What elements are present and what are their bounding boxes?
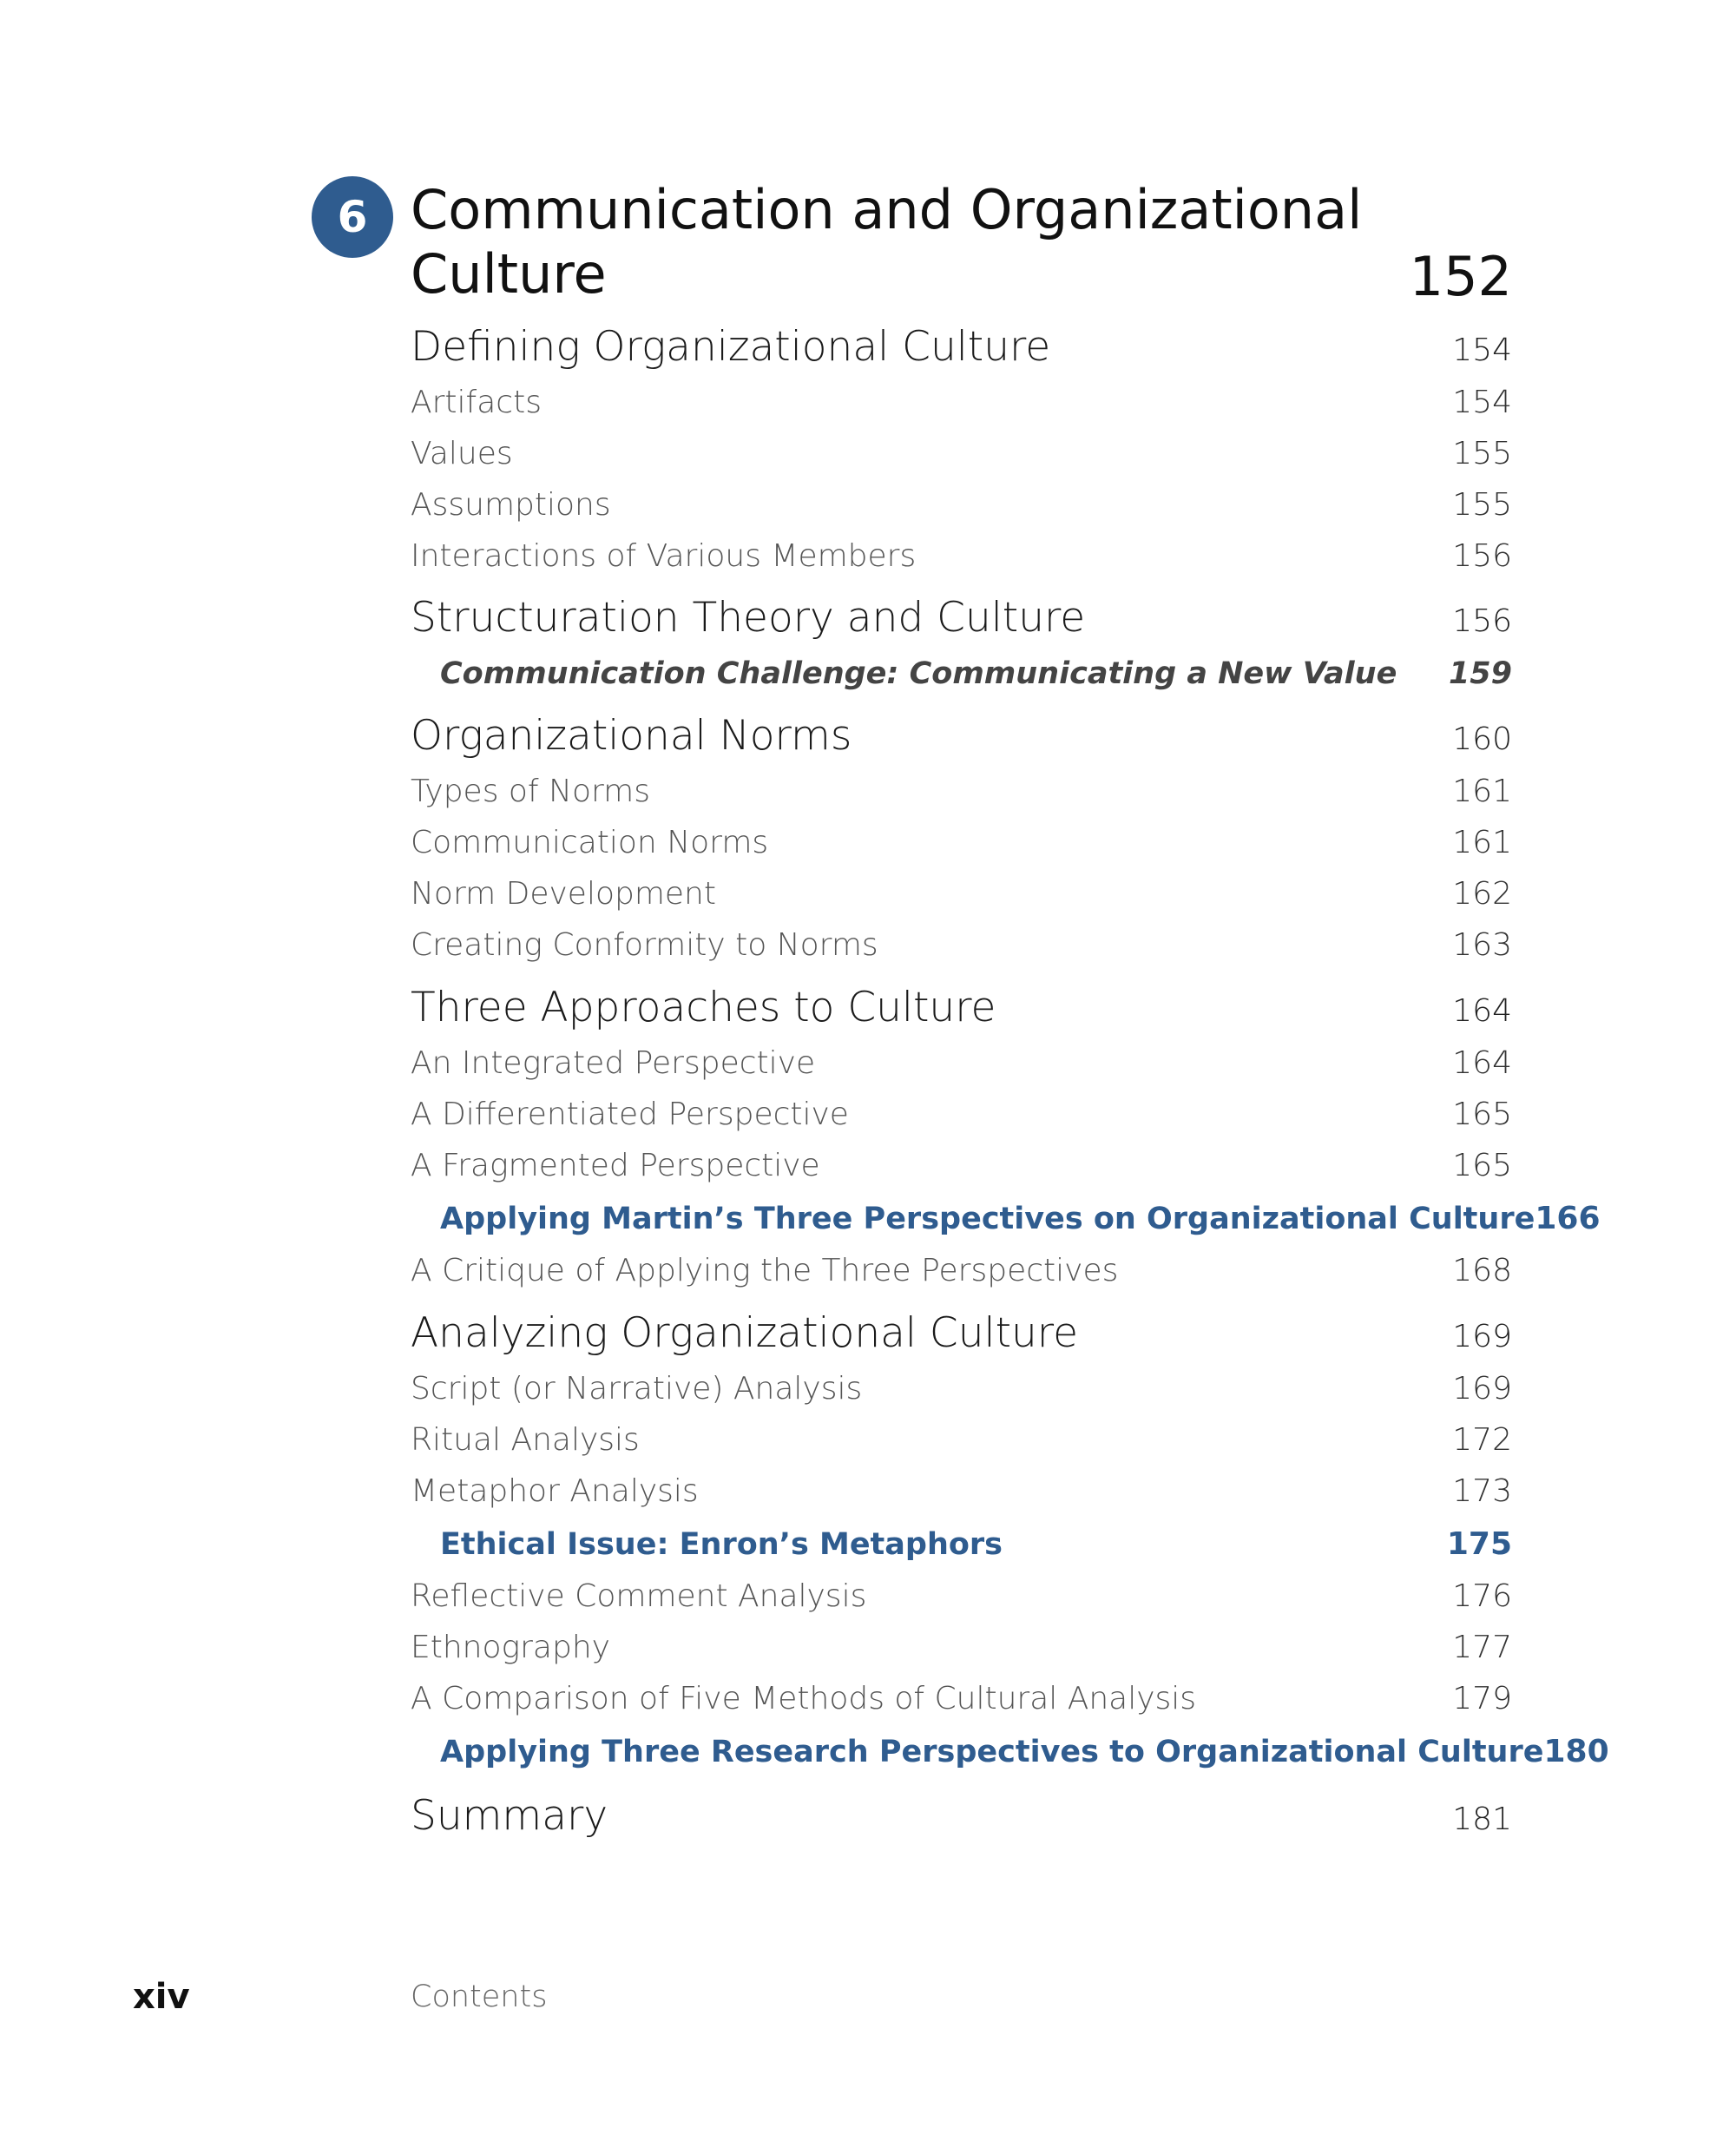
toc-entry-page: 165 [1452,1097,1512,1132]
toc-entry-label: Communication Challenge: Communicating a New Value [440,656,1397,691]
toc-entry-applying-three-research-perspectives[interactable] [411,1734,1609,1769]
toc-entry-integrated-perspective[interactable] [411,1045,1512,1081]
toc-entry-reflective-comment-analysis[interactable] [411,1578,1512,1614]
toc-entry-metaphor-analysis[interactable] [411,1473,1512,1509]
toc-entry-label: Summary [411,1792,608,1840]
toc-entry-label: An Integrated Perspective [411,1045,816,1081]
toc-entry-page: 172 [1452,1422,1512,1458]
toc-entry-label: Metaphor Analysis [411,1473,699,1509]
toc-entry-page: 154 [1452,333,1512,368]
toc-entry-label: Structuration Theory and Culture [411,594,1086,642]
toc-entry-communication-norms[interactable] [411,825,1512,860]
toc-entry-page: 156 [1452,603,1512,639]
toc-entry-page: 165 [1452,1148,1512,1183]
toc-entry-structuration-theory[interactable] [411,594,1512,642]
toc-entry-label: Ethical Issue: Enron’s Metaphors [440,1527,1003,1562]
toc-entry-label: A Differentiated Perspective [411,1097,849,1132]
toc-entry-page: 169 [1452,1371,1512,1406]
toc-entry-page: 164 [1452,993,1512,1029]
toc-entry-page: 169 [1452,1319,1512,1354]
toc-entry-communication-challenge[interactable] [411,656,1512,691]
toc-entry-page: 180 [1543,1734,1609,1769]
toc-entry-label: Types of Norms [411,774,650,809]
toc-entry-ethical-issue-enron[interactable] [411,1526,1512,1562]
toc-entry-page: 163 [1452,927,1512,963]
toc-entry-label: Analyzing Organizational Culture [411,1309,1079,1357]
toc-entry-label: Creating Conformity to Norms [411,927,878,963]
chapter-title-line1: Communication and Organizational [411,178,1363,241]
toc-entry-label: Ethnography [411,1630,610,1665]
toc-entry-page: 173 [1452,1473,1512,1509]
chapter-number-badge: 6 [312,176,393,258]
toc-entry-page: 177 [1452,1630,1512,1665]
chapter-page-number: 152 [1409,245,1512,308]
toc-entry-comparison-five-methods[interactable] [411,1681,1512,1716]
toc-entry-analyzing-organizational-culture[interactable] [411,1309,1512,1357]
toc-entry-page: 154 [1452,385,1512,420]
toc-entry-organizational-norms[interactable] [411,712,1512,760]
toc-entry-differentiated-perspective[interactable] [411,1097,1512,1132]
toc-entry-label: Interactions of Various Members [411,538,917,574]
toc-entry-fragmented-perspective[interactable] [411,1148,1512,1183]
toc-entry-page: 164 [1452,1045,1512,1081]
toc-entry-page: 181 [1452,1802,1512,1837]
toc-entry-label: Applying Martin’s Three Perspectives on Organizational Culture [440,1202,1535,1236]
toc-entry-interactions-of-various-members[interactable] [411,538,1512,574]
toc-entry-page: 155 [1452,487,1512,523]
toc-entry-types-of-norms[interactable] [411,774,1512,809]
toc-entry-label: Norm Development [411,876,716,912]
toc-entry-label: A Comparison of Five Methods of Cultural Analysis [411,1681,1197,1716]
toc-entry-label: Defining Organizational Culture [411,323,1051,371]
toc-entry-page: 162 [1452,876,1512,912]
toc-entry-creating-conformity[interactable] [411,927,1512,963]
toc-entry-label: A Critique of Applying the Three Perspectives [411,1253,1119,1288]
toc-entry-label: Ritual Analysis [411,1422,640,1458]
toc-entry-page: 161 [1452,774,1512,809]
toc-entry-page: 155 [1452,436,1512,471]
toc-entry-ethnography[interactable] [411,1630,1512,1665]
toc-entry-critique-three-perspectives[interactable] [411,1253,1512,1288]
toc-entry-defining-organizational-culture[interactable] [411,323,1512,371]
toc-entry-ritual-analysis[interactable] [411,1422,1512,1458]
chapter-title [411,178,1365,306]
toc-entry-label: Script (or Narrative) Analysis [411,1371,863,1406]
toc-entry-label: Artifacts [411,385,542,420]
toc-entry-page: 175 [1446,1526,1512,1562]
chapter-title-line2: Culture [411,242,607,306]
toc-entry-label: Reflective Comment Analysis [411,1578,867,1614]
toc-entry-label: A Fragmented Perspective [411,1148,820,1183]
toc-entry-label: Communication Norms [411,825,769,860]
toc-entry-page: 166 [1535,1201,1601,1236]
toc-entry-three-approaches[interactable] [411,984,1512,1031]
toc-entry-page: 156 [1452,538,1512,574]
toc-entry-assumptions[interactable] [411,487,1512,523]
toc-entry-label: Three Approaches to Culture [411,984,996,1031]
toc-entry-script-analysis[interactable] [411,1371,1512,1406]
toc-entry-page: 168 [1452,1253,1512,1288]
toc-entry-page: 161 [1452,825,1512,860]
toc-entry-label: Organizational Norms [411,712,852,760]
toc-entry-label: Values [411,436,513,471]
toc-entry-page: 160 [1452,721,1512,757]
toc-entry-artifacts[interactable] [411,385,1512,420]
toc-entry-page: 176 [1452,1578,1512,1614]
toc-entry-page: 159 [1448,656,1512,691]
toc-entry-applying-martins-perspectives[interactable] [411,1201,1601,1236]
footer-running-head: Contents [411,1980,548,2014]
toc-entry-label: Applying Three Research Perspectives to Organizational Culture [440,1735,1544,1769]
toc-entry-label: Assumptions [411,487,611,523]
toc-entry-page: 179 [1452,1681,1512,1716]
footer-page-number: xiv [133,1977,190,2017]
toc-entry-norm-development[interactable] [411,876,1512,912]
toc-entry-summary[interactable] [411,1792,1512,1840]
toc-entry-values[interactable] [411,436,1512,471]
